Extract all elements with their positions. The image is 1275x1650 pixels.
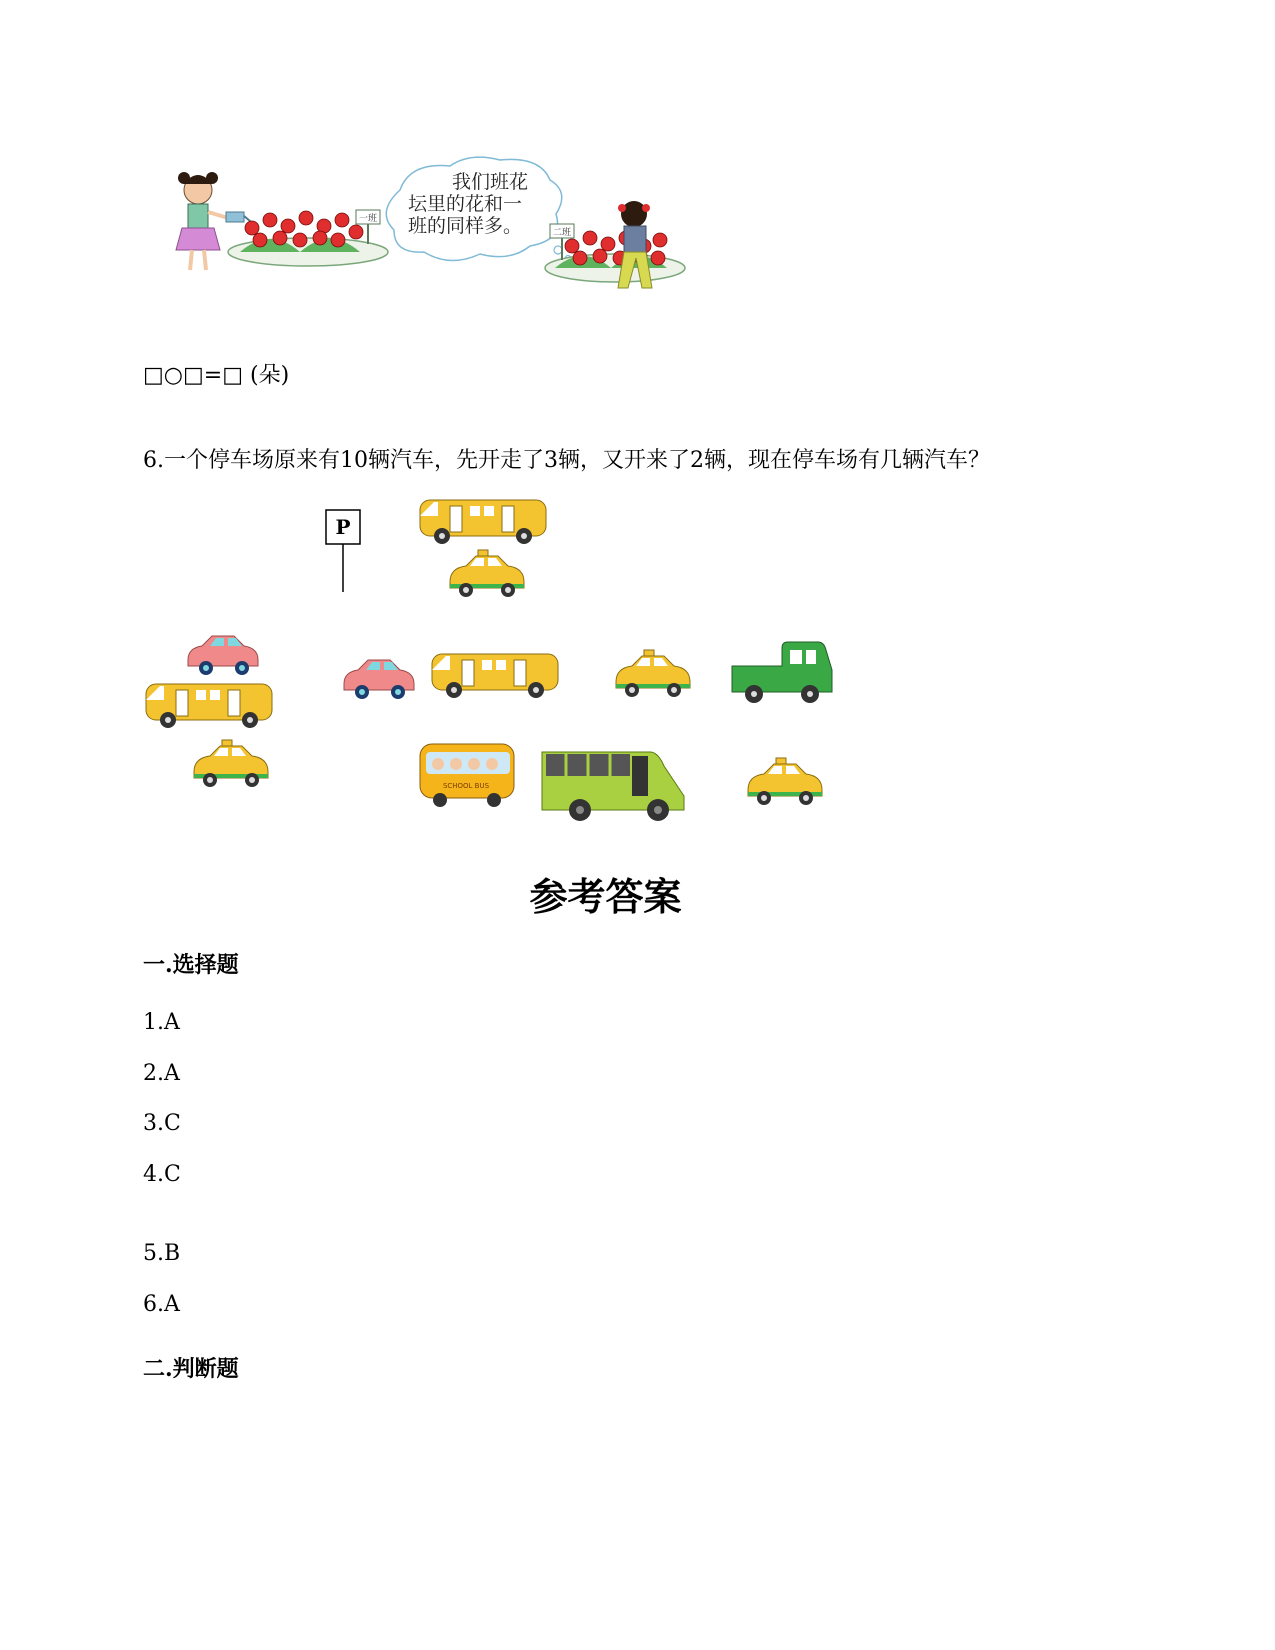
answer-item: 3.C (143, 1111, 181, 1136)
car-icon (188, 636, 258, 675)
taxi-icon (194, 740, 268, 787)
bus-icon (420, 500, 546, 544)
bus-icon (146, 684, 272, 728)
bus-icon (432, 654, 558, 698)
answer-title: 参考答案 (529, 874, 682, 919)
flower-bed-right (545, 224, 685, 282)
green-bus-icon (542, 752, 684, 821)
flower-illustration (160, 160, 720, 310)
section-choice-heading: 一.选择题 (143, 952, 239, 978)
speech-bubble (386, 157, 570, 260)
answer-item: 2.A (143, 1061, 180, 1086)
answer-item: 4.C (143, 1162, 181, 1187)
equation-line: □○□=□ (朵) (143, 363, 290, 388)
svg-text:一班: 一班 (358, 214, 378, 224)
svg-text:班的同样多。: 班的同样多。 (408, 215, 523, 237)
answer-item: 6.A (143, 1292, 180, 1317)
taxi-icon (450, 550, 524, 597)
truck-icon (732, 642, 832, 703)
question-6-text: 6.一个停车场原来有10辆汽车，先开走了3辆，又开来了2辆，现在停车场有几辆汽车？ (143, 448, 990, 473)
answer-item: 1.A (143, 1010, 180, 1035)
svg-text:二班: 二班 (552, 228, 572, 238)
svg-text:SCHOOL BUS: SCHOOL BUS (442, 782, 490, 790)
svg-text:P: P (335, 515, 351, 539)
svg-text:坛里的花和一: 坛里的花和一 (408, 193, 523, 215)
taxi-icon (616, 650, 690, 697)
section-judge-heading: 二.判断题 (143, 1356, 239, 1382)
parking-lot-illustration (140, 490, 860, 830)
school-bus-icon (420, 744, 514, 807)
svg-text:我们班花: 我们班花 (452, 171, 529, 193)
flower-bed-left (228, 210, 388, 266)
parking-sign-icon (326, 510, 360, 592)
car-icon (344, 660, 414, 699)
answer-item: 5.B (143, 1241, 181, 1266)
taxi-icon (748, 758, 822, 805)
